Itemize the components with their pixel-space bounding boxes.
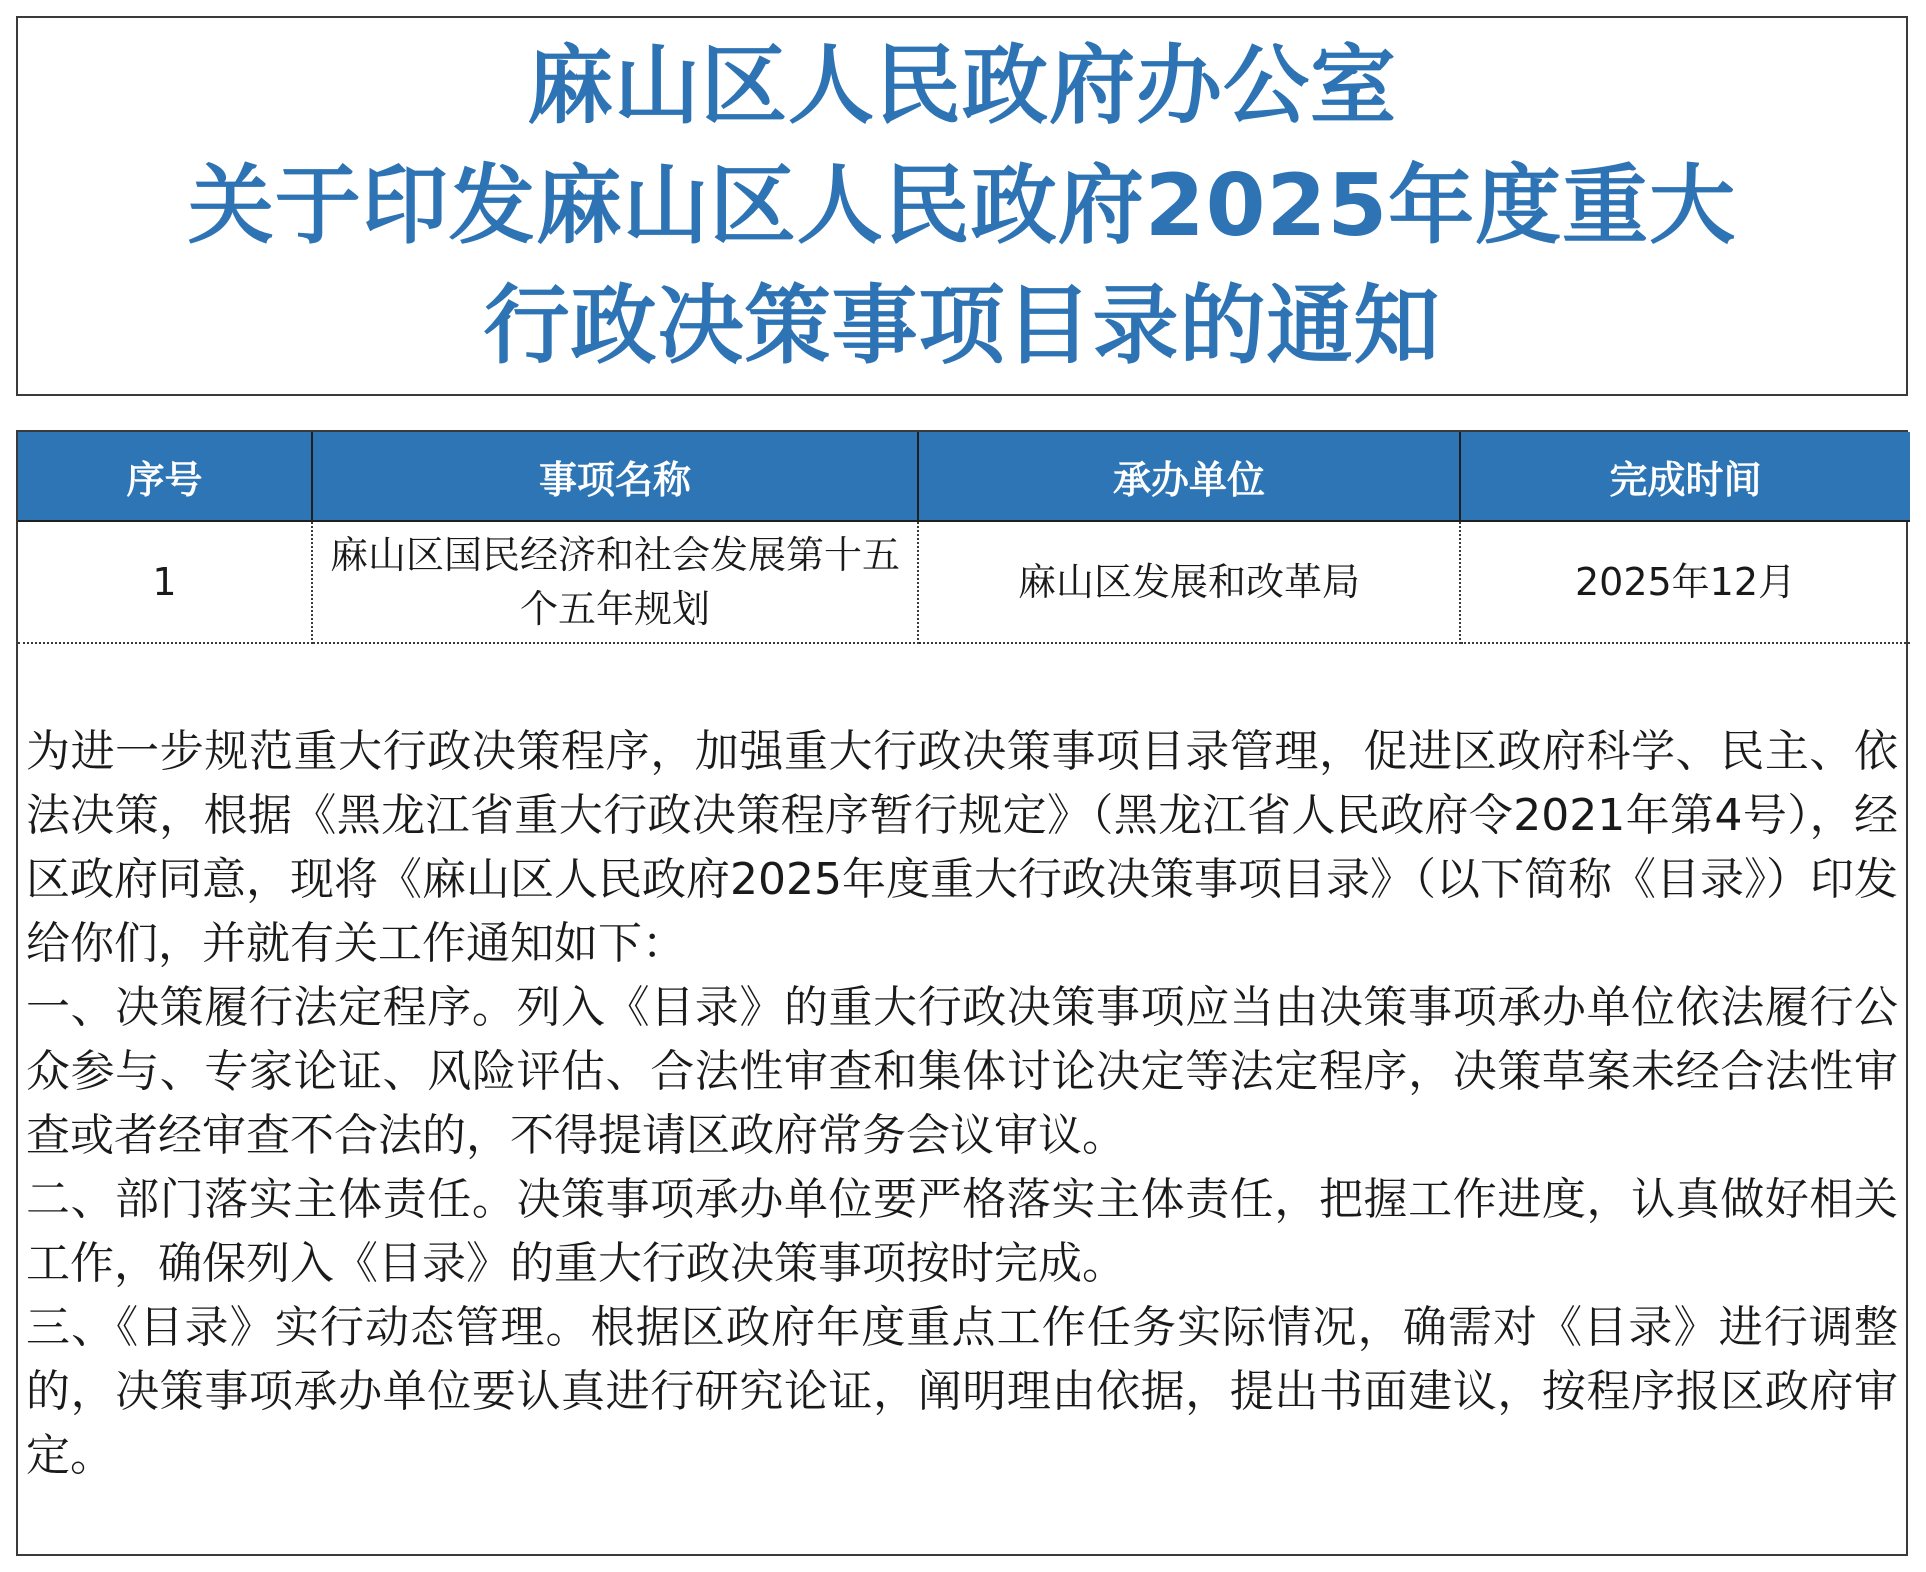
cell-item-name: 麻山区国民经济和社会发展第十五个五年规划 — [312, 521, 918, 643]
notice-intro-paragraph: 为进一步规范重大行政决策程序，加强重大行政决策事项目录管理，促进区政府科学、民主、依法决策，根据《黑龙江省重大行政决策程序暂行规定》（黑龙江省人民政府令2021年第4号），经区政府同意，现将《麻山区人民政府2025年度重大行政决策事项目录》（以下简称《目录》）印发给你们，并就有关工作通知如下： — [26, 726, 1898, 969]
header-index: 序号 — [18, 432, 312, 521]
header-item-name: 事项名称 — [312, 432, 918, 521]
title-line-3: 行政决策事项目录的通知 — [483, 276, 1441, 376]
table-header-row — [18, 432, 1910, 521]
notice-content-box — [16, 430, 1908, 1556]
notice-item-1-paragraph: 一、决策履行法定程序。列入《目录》的重大行政决策事项应当由决策事项承办单位依法履行公众参与、专家论证、风险评估、合法性审查和集体讨论决定等法定程序，决策草案未经合法性审查或者经审查不合法的，不得提请区政府常务会议审议。 — [26, 982, 1898, 1161]
cell-responsible-unit: 麻山区发展和改革局 — [918, 521, 1460, 643]
notice-body — [26, 720, 1898, 1488]
decision-catalog-table — [18, 432, 1910, 644]
notice-title-box — [16, 16, 1908, 396]
header-responsible-unit: 承办单位 — [918, 432, 1460, 521]
notice-item-2-paragraph: 二、部门落实主体责任。决策事项承办单位要严格落实主体责任，把握工作进度，认真做好相关工作，确保列入《目录》的重大行政决策事项按时完成。 — [26, 1174, 1898, 1289]
title-line-1: 麻山区人民政府办公室 — [527, 36, 1397, 136]
cell-index: 1 — [18, 521, 312, 643]
cell-deadline: 2025年12月 — [1460, 521, 1910, 643]
title-line-2: 关于印发麻山区人民政府2025年度重大 — [187, 156, 1737, 256]
notice-item-3-paragraph: 三、《目录》实行动态管理。根据区政府年度重点工作任务实际情况，确需对《目录》进行调整的，决策事项承办单位要认真进行研究论证，阐明理由依据，提出书面建议，按程序报区政府审定。 — [26, 1302, 1898, 1481]
header-deadline: 完成时间 — [1460, 432, 1910, 521]
table-row — [18, 521, 1910, 643]
